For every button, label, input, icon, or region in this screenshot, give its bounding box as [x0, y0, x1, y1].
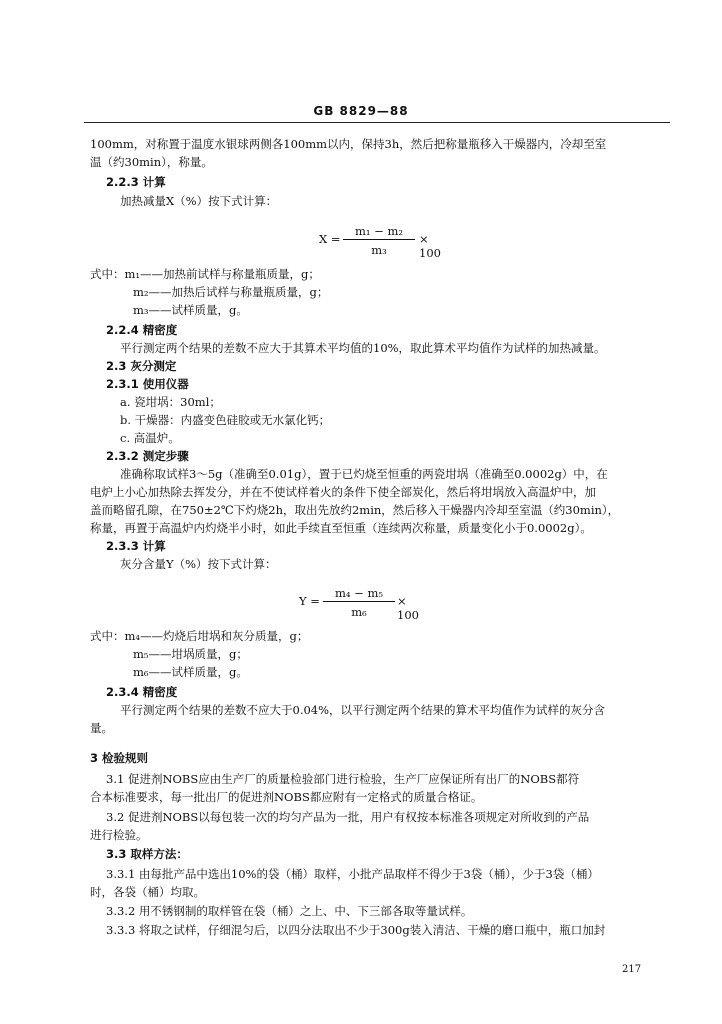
paragraph-line: 称量，再置于高温炉内灼烧半小时，如此手续直至恒重（连续两次称量，质量变化小于0.0002g）。: [90, 521, 592, 535]
paragraph-line: 合本标准要求，每一批出厂的促进剂NOBS都应附有一定格式的质量合格证。: [90, 790, 483, 804]
paragraph-line: 量。: [90, 721, 113, 735]
section-heading: 2.3.1 使用仪器: [106, 377, 189, 391]
paragraph-line: 盖而略留孔隙，在750±2℃下灼烧2h，取出先放约2min，然后移入干燥器内冷却至室温（约30min），: [90, 503, 620, 517]
list-item: b. 干燥器：内盛变色硅胶或无水氯化钙；: [120, 413, 331, 427]
header-rule: [84, 122, 670, 123]
paragraph-line: 准确称取试样3～5g（准确至0.01g），置于已灼烧至恒重的两瓷坩埚（准确至0.0002g）中，在: [120, 467, 608, 481]
paragraph-line: 3.2 促进剂NOBS以每包装一次的均匀产品为一批，用户有权按本标准各项规定对所收到的产品: [106, 810, 590, 824]
paragraph-line: m₆——试样质量，g。: [133, 665, 248, 679]
standard-header: GB 8829—88: [313, 104, 409, 118]
paragraph-line: 3.1 促进剂NOBS应由生产厂的质量检验部门进行检验，生产厂应保证所有出厂的NOBS都符: [106, 772, 580, 786]
paragraph-line: 温（约30min），称量。: [90, 155, 213, 169]
formula-numerator: m₄ − m₅: [323, 586, 395, 602]
formula-denominator: m₆: [351, 605, 367, 619]
formula-rhs: × 100: [397, 594, 419, 622]
paragraph-line: 式中：m₁——加热前试样与称量瓶质量，g；: [90, 267, 320, 281]
paragraph-line: 3.3.2 用不锈钢制的取样管在袋（桶）之上、中、下三部各取等量试样。: [106, 904, 473, 918]
paragraph-line: 平行测定两个结果的差数不应大于其算术平均值的10%，取此算术平均值作为试样的加热减量。: [120, 341, 606, 355]
paragraph-line: m₅——坩埚质量，g；: [133, 647, 248, 661]
paragraph-line: m₂——加热后试样与称量瓶质量，g；: [133, 285, 329, 299]
paragraph-line: 3.3.1 由每批产品中选出10%的袋（桶）取样，小批产品取样不得少于3袋（桶），少于3袋（桶）: [106, 867, 599, 881]
formula-denominator: m₃: [371, 243, 387, 257]
paragraph-line: 进行检验。: [90, 828, 148, 842]
page-number: 217: [622, 964, 642, 975]
formula-lhs: X =: [319, 232, 341, 246]
section-heading: 2.3 灰分测定: [106, 359, 177, 373]
chapter-heading: 3 检验规则: [90, 751, 149, 765]
paragraph-line: 3.3.3 将取之试样，仔细混匀后，以四分法取出不少于300g装入清洁、干燥的磨口瓶中，瓶口加封: [106, 923, 606, 937]
section-heading: 2.3.2 测定步骤: [106, 449, 189, 463]
paragraph-line: 加热减量X（%）按下式计算：: [120, 194, 278, 208]
formula-rhs: × 100: [419, 232, 441, 260]
formula-numerator: m₁ − m₂: [343, 224, 415, 240]
paragraph-line: 平行测定两个结果的差数不应大于0.04%，以平行测定两个结果的算术平均值作为试样的灰分含: [120, 703, 606, 717]
list-item: c. 高温炉。: [120, 431, 180, 445]
formula-x: [319, 224, 449, 262]
paragraph-line: m₃——试样质量，g。: [133, 303, 248, 317]
section-heading: 2.2.4 精密度: [106, 323, 178, 337]
paragraph-line: 式中：m₄——灼烧后坩埚和灰分质量，g；: [90, 629, 309, 643]
paragraph-line: 电炉上小心加热除去挥发分，并在不使试样着火的条件下使全部炭化，然后将坩埚放入高温炉中，加: [90, 485, 596, 499]
paragraph-line: 时，各袋（桶）均取。: [90, 885, 205, 899]
paragraph-line: 100mm，对称置于温度水银球两侧各100mm以内，保持3h，然后把称量瓶移入干燥器内，冷却至室: [90, 137, 607, 151]
paragraph-line: 灰分含量Y（%）按下式计算：: [120, 557, 277, 571]
list-item: a. 瓷坩埚：30ml；: [120, 395, 221, 409]
formula-y: [299, 586, 429, 624]
formula-fraction: [323, 586, 395, 619]
section-heading: 2.3.4 精密度: [106, 685, 178, 699]
formula-lhs: Y =: [299, 594, 320, 608]
formula-fraction: [343, 224, 415, 257]
section-heading: 2.2.3 计算: [106, 175, 166, 189]
section-heading: 2.3.3 计算: [106, 539, 166, 553]
section-heading: 3.3 取样方法：: [106, 847, 188, 861]
